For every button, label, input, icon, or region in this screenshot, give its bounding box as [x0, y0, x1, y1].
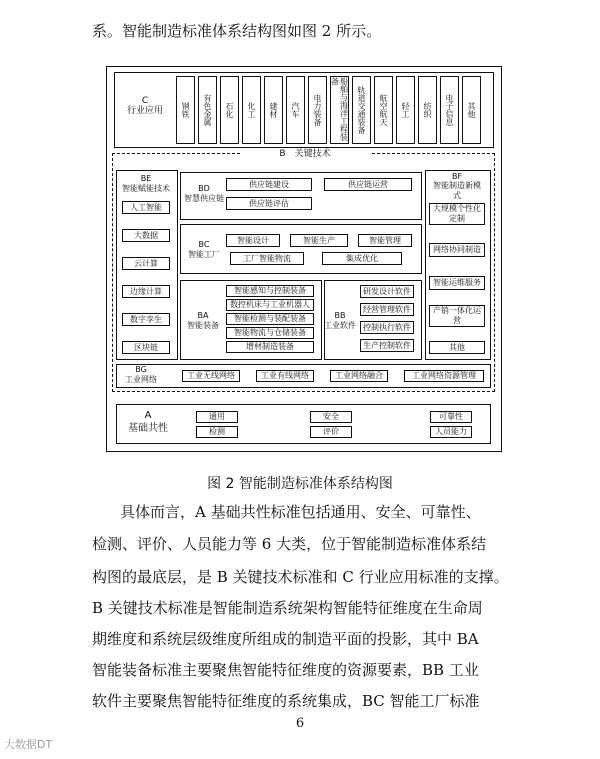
bc-item: 智能设计: [226, 234, 280, 247]
industry-box: [462, 76, 481, 144]
industry-label: 其他: [467, 102, 476, 118]
a-item: 可靠性: [430, 411, 472, 423]
figure-caption: 图 2 智能制造标准体系结构图: [207, 476, 393, 492]
bf-item: 网络协同制造: [429, 243, 485, 257]
bf-item: 其他: [429, 341, 485, 354]
be-item: 数字孪生: [122, 313, 170, 326]
bf-code: BF: [451, 172, 463, 181]
body-line: 智能装备标准主要聚焦智能特征维度的资源要素，BB 工业: [92, 661, 479, 679]
bg-code: BG: [135, 365, 147, 374]
body-line: B 关键技术标准是智能制造系统架构智能特征维度在生命周: [92, 599, 483, 617]
bb-title: 工业软件: [324, 321, 356, 330]
a-item: 通用: [196, 411, 238, 423]
bf-item: 大规模个性化定制: [429, 203, 485, 225]
bb-code: BB: [334, 311, 346, 320]
ba-code: BA: [197, 311, 209, 320]
industry-label: 纺织: [423, 102, 432, 118]
layer-c-code: C: [141, 96, 149, 106]
industry-label: 有色金属: [203, 94, 212, 126]
body-line: 期维度和系统层级维度所组成的制造平面的投影，其中 BA: [92, 630, 479, 648]
industry-label: 电子信息: [445, 94, 454, 126]
bf-item: 智能运维服务: [429, 276, 485, 290]
industry-label: 建材: [269, 102, 278, 118]
bd-code: BD: [198, 184, 210, 193]
body-line: 具体而言，A 基础共性标准包括通用、安全、可靠性、: [120, 503, 481, 521]
ba-item: 智能物流与仓储装备: [226, 327, 314, 339]
industry-box: [440, 76, 459, 144]
be-title: 智能赋能技术: [122, 184, 170, 193]
industry-box: [242, 76, 261, 144]
industry-label: 化工: [247, 102, 256, 118]
bf-title: 智能制造新模式: [433, 181, 481, 200]
bc-item: 集成优化: [322, 252, 402, 265]
body-line: 构图的最底层，是 B 关键技术标准和 C 行业应用标准的支撑。: [92, 568, 509, 586]
a-item: 检测: [196, 426, 238, 438]
bc-item: 智能管理: [358, 234, 412, 247]
bc-item: 工厂智能物流: [230, 252, 304, 265]
bb-item: 研发设计软件: [360, 285, 414, 298]
bb-item: 控制执行软件: [360, 321, 414, 334]
ba-item: 数控机床与工业机器人: [226, 299, 314, 311]
industry-box: [176, 76, 195, 144]
industry-label: 汽车: [291, 102, 300, 118]
ba-item: 增材制造装备: [226, 341, 314, 353]
bg-item: 工业网络资源管理: [404, 370, 484, 382]
ba-item: 智能感知与控制装备: [226, 285, 314, 297]
ba-item: 智能检测与装配装备: [226, 313, 314, 325]
layer-a-code: A: [144, 410, 152, 421]
industry-label: 电力装备: [313, 94, 322, 126]
bf-item: 产销一体化运营: [429, 305, 485, 327]
bc-item: 智能生产: [290, 234, 348, 247]
industry-label: 石化: [225, 102, 234, 118]
industry-label: 船舶与海洋工程装备: [330, 77, 349, 141]
be-item: 大数据: [122, 229, 170, 242]
bb-item: 经营管理软件: [360, 303, 414, 316]
be-item: 区块链: [122, 341, 170, 354]
industry-box: [330, 76, 349, 144]
ba-title: 智能装备: [187, 321, 219, 330]
a-item: 安全: [310, 411, 352, 423]
layer-a-title: 基础共性: [128, 423, 168, 434]
layer-c-label: [118, 96, 172, 116]
industry-box: [220, 76, 239, 144]
watermark: 大数据DT: [4, 738, 53, 751]
be-item: 云计算: [122, 257, 170, 270]
bd-item: 供应链运营: [324, 178, 412, 191]
be-code: BE: [140, 174, 152, 183]
layer-b-title: B 关键技术: [240, 149, 370, 159]
a-item: 评价: [310, 426, 352, 438]
industry-label: 轻工: [401, 102, 410, 118]
industry-label: 航空航天: [379, 94, 388, 126]
layer-c-title: 行业应用: [126, 106, 163, 116]
industry-box: [264, 76, 283, 144]
body-line: 检测、评价、人员能力等 6 大类，位于智能制造标准体系结: [92, 535, 487, 553]
bc-title: 智能工厂: [188, 250, 220, 259]
industry-label: 钢铁: [181, 102, 190, 118]
bg-title: 工业网络: [125, 375, 157, 384]
bg-item: 工业无线网络: [182, 370, 240, 382]
industry-box: [418, 76, 437, 144]
page-number: 6: [295, 716, 305, 731]
bb-item: 生产控制软件: [360, 339, 414, 352]
be-item: 人工智能: [122, 201, 170, 214]
top-line: 系。智能制造标准体系结构图如图 2 所示。: [92, 22, 382, 40]
industry-box: [286, 76, 305, 144]
be-item: 边缘计算: [122, 285, 170, 298]
industry-box: [352, 76, 371, 144]
a-item: 人员能力: [430, 426, 472, 438]
bd-item: 供应链建设: [226, 178, 312, 191]
bc-code: BC: [198, 240, 210, 249]
industry-box: [396, 76, 415, 144]
bg-item: 工业网络融合: [330, 370, 388, 382]
bd-item: 供应链评估: [226, 197, 312, 210]
industry-box: [374, 76, 393, 144]
industry-label: 轨道交通装备: [357, 86, 366, 134]
industry-box: [308, 76, 327, 144]
industry-box: [198, 76, 217, 144]
bd-title: 智慧供应链: [184, 194, 224, 203]
body-line: 软件主要聚焦智能特征维度的系统集成，BC 智能工厂标准: [92, 692, 480, 710]
bg-item: 工业有线网络: [256, 370, 314, 382]
